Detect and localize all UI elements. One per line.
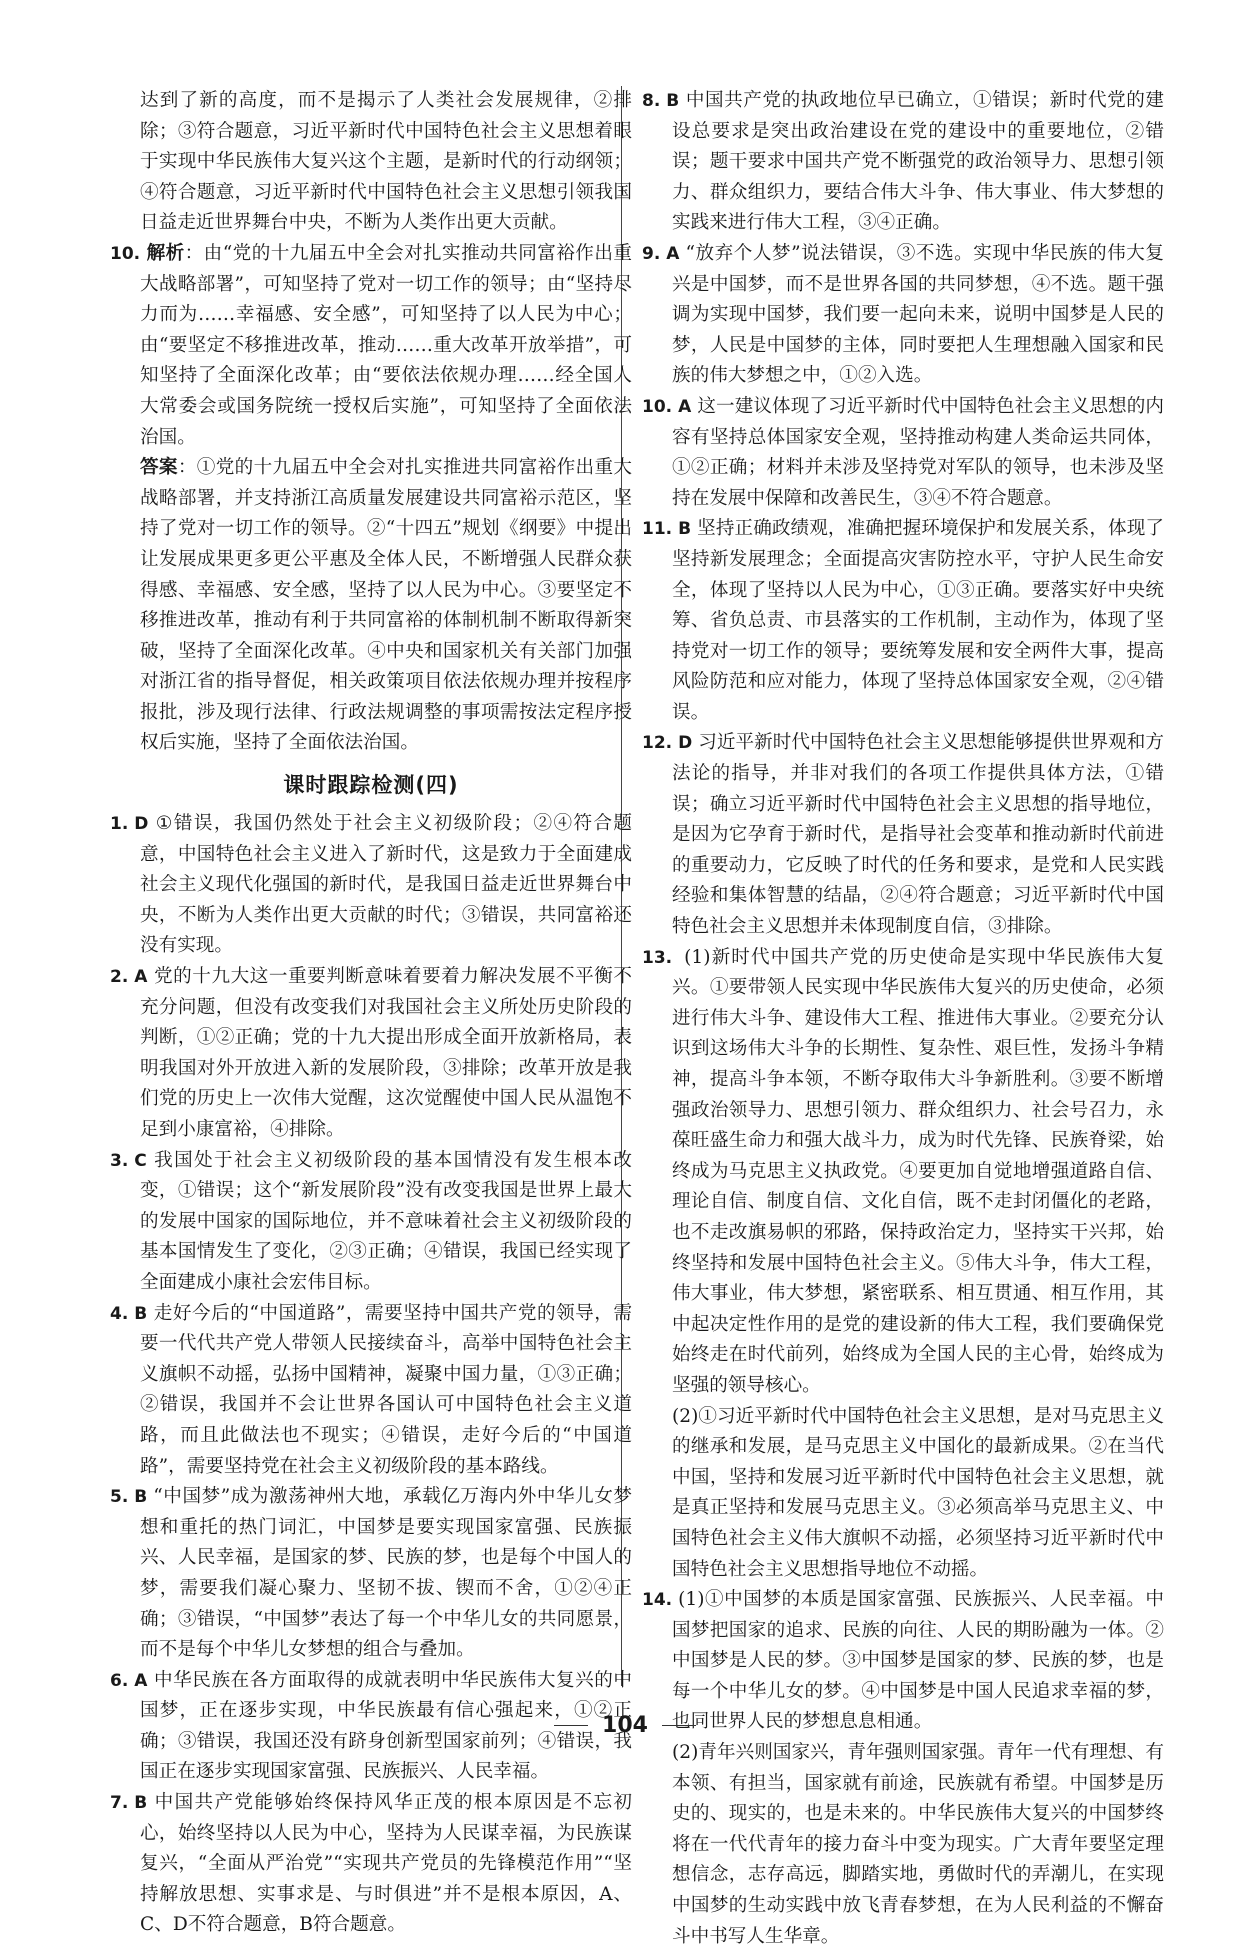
question-item: [110, 1482, 632, 1666]
page-footer: [0, 1713, 1250, 1738]
item-answer: B: [134, 1793, 148, 1814]
item-number: 1.: [110, 814, 129, 835]
item-answer: A: [678, 396, 692, 417]
analysis-text: ：由“党的十九届五中全会对扎实推动共同富裕作出重大战略部署”，可知坚持了党对一切工作的领导；由“坚持尽力而为……幸福感、安全感”，可知坚持了以人民为中心；由“要坚定不移推进改革，推动……重大改革开放举措”，可知坚持了全面深化改革；由“要依法依规办理……经全国人大常委会或国务院统一授权后实施”，可知坚持了全面依法治国。: [140, 242, 632, 448]
question-item: [642, 239, 1164, 392]
item-answer: B: [134, 1303, 148, 1324]
item-number: 2.: [110, 967, 129, 988]
item-number: 3.: [110, 1150, 129, 1171]
item-number: 10.: [642, 396, 673, 417]
item-number: 8.: [642, 91, 661, 111]
item-text: 坚持正确政绩观，准确把握环境保护和发展关系，体现了坚持新发展理念；全面提高灾害防控水平，守护人民生命安全，体现了坚持以人民为中心，①③正确。要落实好中央统筹、省负总责、市县落实的工作机制，主动作为，体现了坚持党对一切工作的领导；要统筹发展和安全两件大事，提高风险防范和应对能力，体现了坚持总体国家安全观，②④错误。: [672, 518, 1164, 723]
q14-part2: (2)青年兴则国家兴，青年强则国家强。青年一代有理想、有本领、有担当，国家就有前途，民族就有希望。中国梦是历史的、现实的，也是未来的。中华民族伟大复兴的中国梦终将在一代代青年的接力奋斗中变为现实。广大青年要坚定理想信念，志存高远，脚踏实地，勇做时代的弄潮儿，在实现中国梦的生动实践中放飞青春梦想，在为人民利益的不懈奋斗中书写人生华章。: [672, 1742, 1164, 1947]
question-item: [110, 1146, 632, 1299]
item-number: 14.: [642, 1590, 673, 1611]
q13-part2: (2)①习近平新时代中国特色社会主义思想，是对马克思主义的继承和发展，是马克思主义中国化的最新成果。②在当代中国，坚持和发展习近平新时代中国特色社会主义思想，就是真正坚持和发展马克思主义。③必须高举马克思主义、中国特色社会主义伟大旗帜不动摇，必须坚持习近平新时代中国特色社会主义思想指导地位不动摇。: [672, 1405, 1164, 1580]
item-text: 中国共产党能够始终保持风华正茂的根本原因是不忘初心，始终坚持以人民为中心，坚持为人民谋幸福，为民族谋复兴，“全面从严治党”“实现共产党员的先锋模范作用”“坚持解放思想、实事求是、与时俱进”并不是根本原因，A、C、D不符合题意，B符合题意。: [140, 1792, 632, 1936]
item-number: 6.: [110, 1670, 129, 1691]
item-text: 我国处于社会主义初级阶段的基本国情没有发生根本改变，①错误；这个“新发展阶段”没有改变我国是世界上最大的发展中国家的国际地位，并不意味着社会主义初级阶段的基本国情发生了变化，②③正确；④错误，我国已经实现了全面建成小康社会宏伟目标。: [140, 1149, 632, 1293]
question-item: [110, 1299, 632, 1483]
q10-answer: [110, 453, 632, 759]
right-column: [642, 86, 1164, 1952]
item-number: 7.: [110, 1793, 129, 1814]
item-text: (1)新时代中国共产党的历史使命是实现中华民族伟大复兴。①要带领人民实现中华民族伟大复兴的历史使命，必须进行伟大斗争、建设伟大工程、推进伟大事业。②要充分认识到这场伟大斗争的长期性、复杂性、艰巨性，发扬斗争精神，提高斗争本领，不断夺取伟大斗争新胜利。③要不断增强政治领导力、思想引领力、群众组织力、社会号召力，永葆旺盛生命力和强大战斗力，成为时代先锋、民族脊梁，始终成为马克思主义执政党。④要更加自觉地增强道路自信、理论自信、制度自信、文化自信，既不走封闭僵化的老路，也不走改旗易帜的邪路，保持政治定力，坚持实干兴邦，始终坚持和发展中国特色社会主义。⑤伟大斗争，伟大工程，伟大事业，伟大梦想，紧密联系、相互贯通、相互作用，其中起决定性作用的是党的建设新的伟大工程，我们要确保党始终走在时代前列，始终成为全国人民的主心骨，始终成为坚强的领导核心。: [672, 946, 1164, 1396]
item-answer: B: [134, 1487, 148, 1508]
item-text: ①错误，我国仍然处于社会主义初级阶段；②④符合题意，中国特色社会主义进入了新时代，这是致力于全面建成社会主义现代化强国的新时代，是我国日益走近世界舞台中央，不断为人类作出更大贡献的时代；③错误，共同富裕还没有实现。: [140, 813, 632, 957]
item-answer: A: [666, 243, 680, 264]
question-item: [110, 962, 632, 1146]
item-text: 这一建议体现了习近平新时代中国特色社会主义思想的内容有坚持总体国家安全观，坚持推动构建人类命运共同体，①②正确；材料并未涉及坚持党对军队的领导，也未涉及坚持在发展中保障和改善民生，③④不符合题意。: [672, 395, 1164, 509]
item-number: 5.: [110, 1487, 129, 1508]
right-items: [642, 86, 1164, 1402]
item-answer: A: [134, 967, 148, 988]
item-number: 11.: [642, 519, 673, 540]
question-item: [642, 728, 1164, 942]
item-text: “中国梦”成为激荡神州大地，承载亿万海内外中华儿女梦想和重托的热门词汇，中国梦是要实现国家富强、民族振兴、人民幸福，是国家的梦、民族的梦，也是每个中国人的梦，需要我们凝心聚力、坚韧不拔、锲而不舍，①②④正确；③错误，“中国梦”表达了每一个中华儿女的共同愿景，而不是每个中华儿女梦想的组合与叠加。: [140, 1486, 632, 1661]
item-text: 中国共产党的执政地位早已确立，①错误；新时代党的建设总要求是突出政治建设在党的建设中的重要地位，②错误；题干要求中国共产党不断强党的政治领导力、思想引领力、群众组织力，要结合伟大斗争、伟大事业、伟大梦想的实践来进行伟大工程，③④正确。: [672, 90, 1164, 234]
item-text: 走好今后的“中国道路”，需要坚持中国共产党的领导，需要一代代共产党人带领人民接续奋斗，高举中国特色社会主义旗帜不动摇，弘扬中国精神，凝聚中国力量，①③正确；②错误，我国并不会让世界各国认可中国特色社会主义道路，而且此做法也不现实；④错误，走好今后的“中国道路”，需要坚持党在社会主义初级阶段的基本路线。: [140, 1302, 632, 1477]
item-number: 12.: [642, 733, 673, 754]
item-number: 9.: [642, 243, 661, 264]
item-text: 党的十九大这一重要判断意味着要着力解决发展不平衡不充分问题，但没有改变我们对我国社会主义所处历史阶段的判断，①②正确；党的十九大提出形成全面开放新格局，表明我国对外开放进入新的发展阶段，③排除；改革开放是我们党的历史上一次伟大觉醒，这次觉醒使中国人民从温饱不足到小康富裕，④排除。: [140, 966, 632, 1140]
item-answer: B: [678, 519, 692, 540]
item-text: (1)①中国梦的本质是国家富强、民族振兴、人民幸福。中国梦把国家的追求、民族的向往、人民的期盼融为一体。②中国梦是人民的梦。③中国梦是国家的梦、民族的梦，也是每一个中华儿女的梦。④中国梦是中国人民追求幸福的梦，也同世界人民的梦想息息相通。: [672, 1589, 1164, 1733]
answer-text: ：①党的十九届五中全会对扎实推进共同富裕作出重大战略部署，并支持浙江高质量发展建设共同富裕示范区，坚持了党对一切工作的领导。②“十四五”规划《纲要》中提出让发展成果更多更公平惠及全体人民，不断增强人民群众获得感、幸福感、安全感，坚持了以人民为中心。③要坚定不移推进改革，推动有利于共同富裕的体制机制不断取得新突破，坚持了全面深化改革。④中央和国家机关有关部门加强对浙江省的指导督促，相关政策项目依法依规办理并按程序报批，涉及现行法律、行政法规调整的事项需按法定程序授权后实施，坚持了全面依法治国。: [140, 457, 632, 754]
answer-label: 答案: [140, 457, 178, 479]
item-number: 10.: [110, 243, 141, 264]
question-item: [642, 514, 1164, 728]
item-number: 13.: [642, 947, 673, 968]
item-number: 4.: [110, 1303, 129, 1324]
item-text: “放弃个人梦”说法错误，③不选。实现中华民族的伟大复兴是中国梦，而不是世界各国的共同梦想，④不选。题干强调为实现中国梦，我们要一起向未来，说明中国梦是人民的梦，人民是中国梦的主体，同时要把人生理想融入国家和民族的伟大梦想之中，①②入选。: [672, 242, 1164, 387]
page-number: 104: [602, 1713, 648, 1738]
question-item: [642, 392, 1164, 514]
item-answer: C: [134, 1150, 147, 1171]
footer-dash-right: [662, 1725, 696, 1726]
left-items: [110, 809, 632, 1941]
question-item: [110, 809, 632, 962]
question-item: [110, 1788, 632, 1941]
question-item: [642, 943, 1164, 1402]
q9-continuation: 达到了新的高度，而不是揭示了人类社会发展规律，②排除；③符合题意，习近平新时代中国特色社会主义思想着眼于实现中华民族伟大复兴这个主题，是新时代的行动纲领；④符合题意，习近平新时代中国特色社会主义思想引领我国日益走近世界舞台中央，不断为人类作出更大贡献。: [140, 90, 632, 234]
item-answer: B: [666, 91, 680, 111]
item-answer: D: [678, 733, 693, 754]
analysis-label: 解析: [146, 242, 185, 264]
q10-analysis: [110, 239, 632, 453]
item-text: 中华民族在各方面取得的成就表明中华民族伟大复兴的中国梦，正在逐步实现，中华民族最有信心强起来，①②正确；③错误，我国还没有跻身创新型国家前列；④错误，我国正在逐步实现国家富强、民族振兴、人民幸福。: [140, 1669, 632, 1783]
question-item: [642, 86, 1164, 239]
item-answer: D: [134, 814, 149, 835]
item-text: 习近平新时代中国特色社会主义思想能够提供世界观和方法论的指导，并非对我们的各项工作提供具体方法，①错误；确立习近平新时代中国特色社会主义思想的指导地位，是因为它孕育于新时代，是指导社会变革和推动新时代前进的重要动力，它反映了时代的任务和要求，是党和人民实践经验和集体智慧的结晶，②④符合题意；习近平新时代中国特色社会主义思想并未体现制度自信，③排除。: [672, 732, 1164, 938]
left-column: [110, 86, 632, 1941]
section-title: 课时跟踪检测(四): [283, 773, 459, 798]
item-answer: A: [134, 1670, 148, 1691]
footer-dash-left: [554, 1725, 588, 1726]
